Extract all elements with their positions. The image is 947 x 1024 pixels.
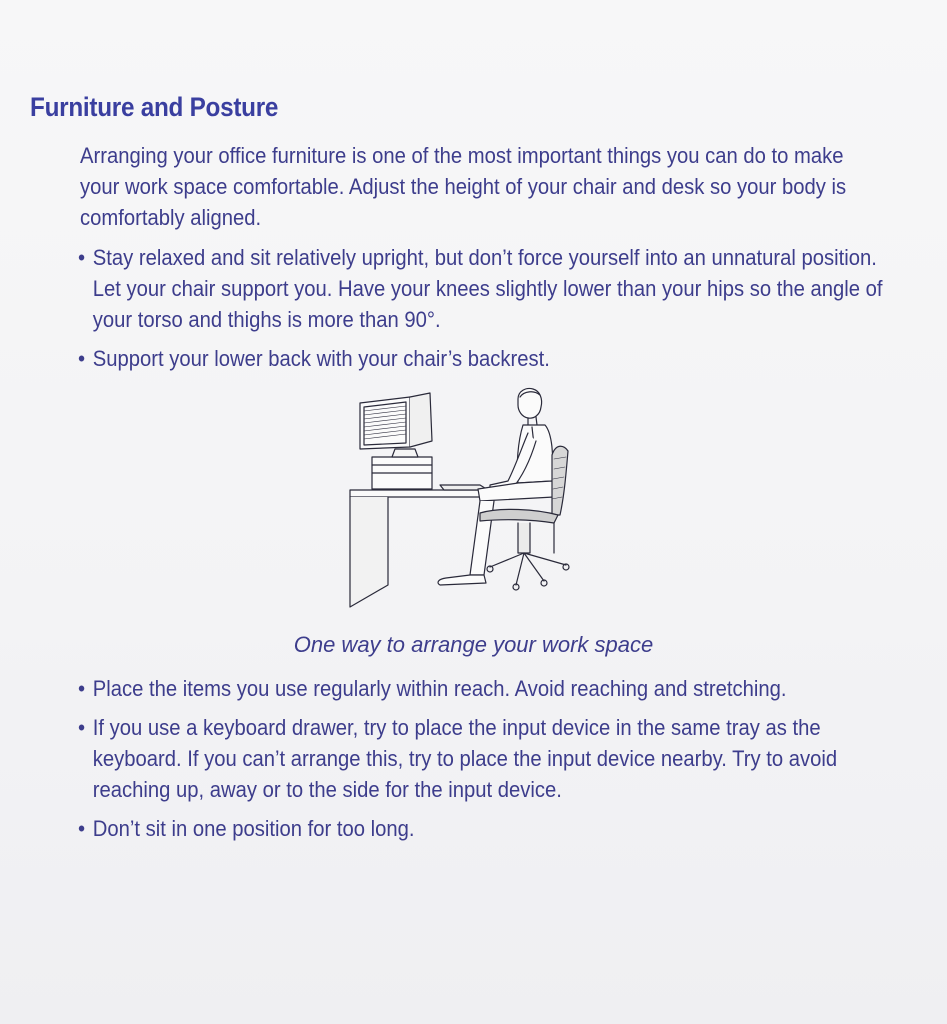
section-heading: Furniture and Posture (30, 92, 279, 122)
desk (350, 490, 490, 607)
bullet-item (78, 343, 888, 374)
intro-paragraph: Arranging your office furniture is one of the most important things you can do to make your work space comfortable. Adjust the height of your chair and desk so your body is comfortably aligned. (80, 143, 847, 230)
bullet-list-top (78, 242, 888, 382)
bullet-text: Support your lower back with your chair’s backrest. (92, 346, 550, 371)
bullet-marker: • (78, 715, 86, 740)
monitor (360, 393, 432, 449)
bullet-text: Place the items you use regularly within reach. Avoid reaching and stretching. (92, 676, 787, 701)
bullet-marker: • (78, 676, 86, 701)
bullet-marker: • (78, 346, 86, 371)
bullet-text: Stay relaxed and sit relatively upright, but don’t force yourself into an unnatural position. Let your chair support you. Have your knees slightly lower than your hips so the angle of your torso and thighs is more than 90°. (92, 245, 883, 332)
figure-caption: One way to arrange your work space (293, 632, 654, 657)
computer-unit (372, 449, 432, 489)
bullet-item (78, 242, 888, 335)
bullet-item (78, 813, 888, 844)
bullet-list-bottom (78, 673, 888, 852)
workstation-illustration (340, 385, 580, 615)
bullet-text: Don’t sit in one position for too long. (92, 816, 415, 841)
bullet-item (78, 673, 888, 704)
bullet-text: If you use a keyboard drawer, try to place the input device in the same tray as the keyboard. If you can’t arrange this, try to place the input device nearby. Try to avoid reaching up, away or to the side for the input device. (92, 715, 838, 802)
bullet-marker: • (78, 816, 86, 841)
bullet-marker: • (78, 245, 86, 270)
bullet-item (78, 712, 888, 805)
